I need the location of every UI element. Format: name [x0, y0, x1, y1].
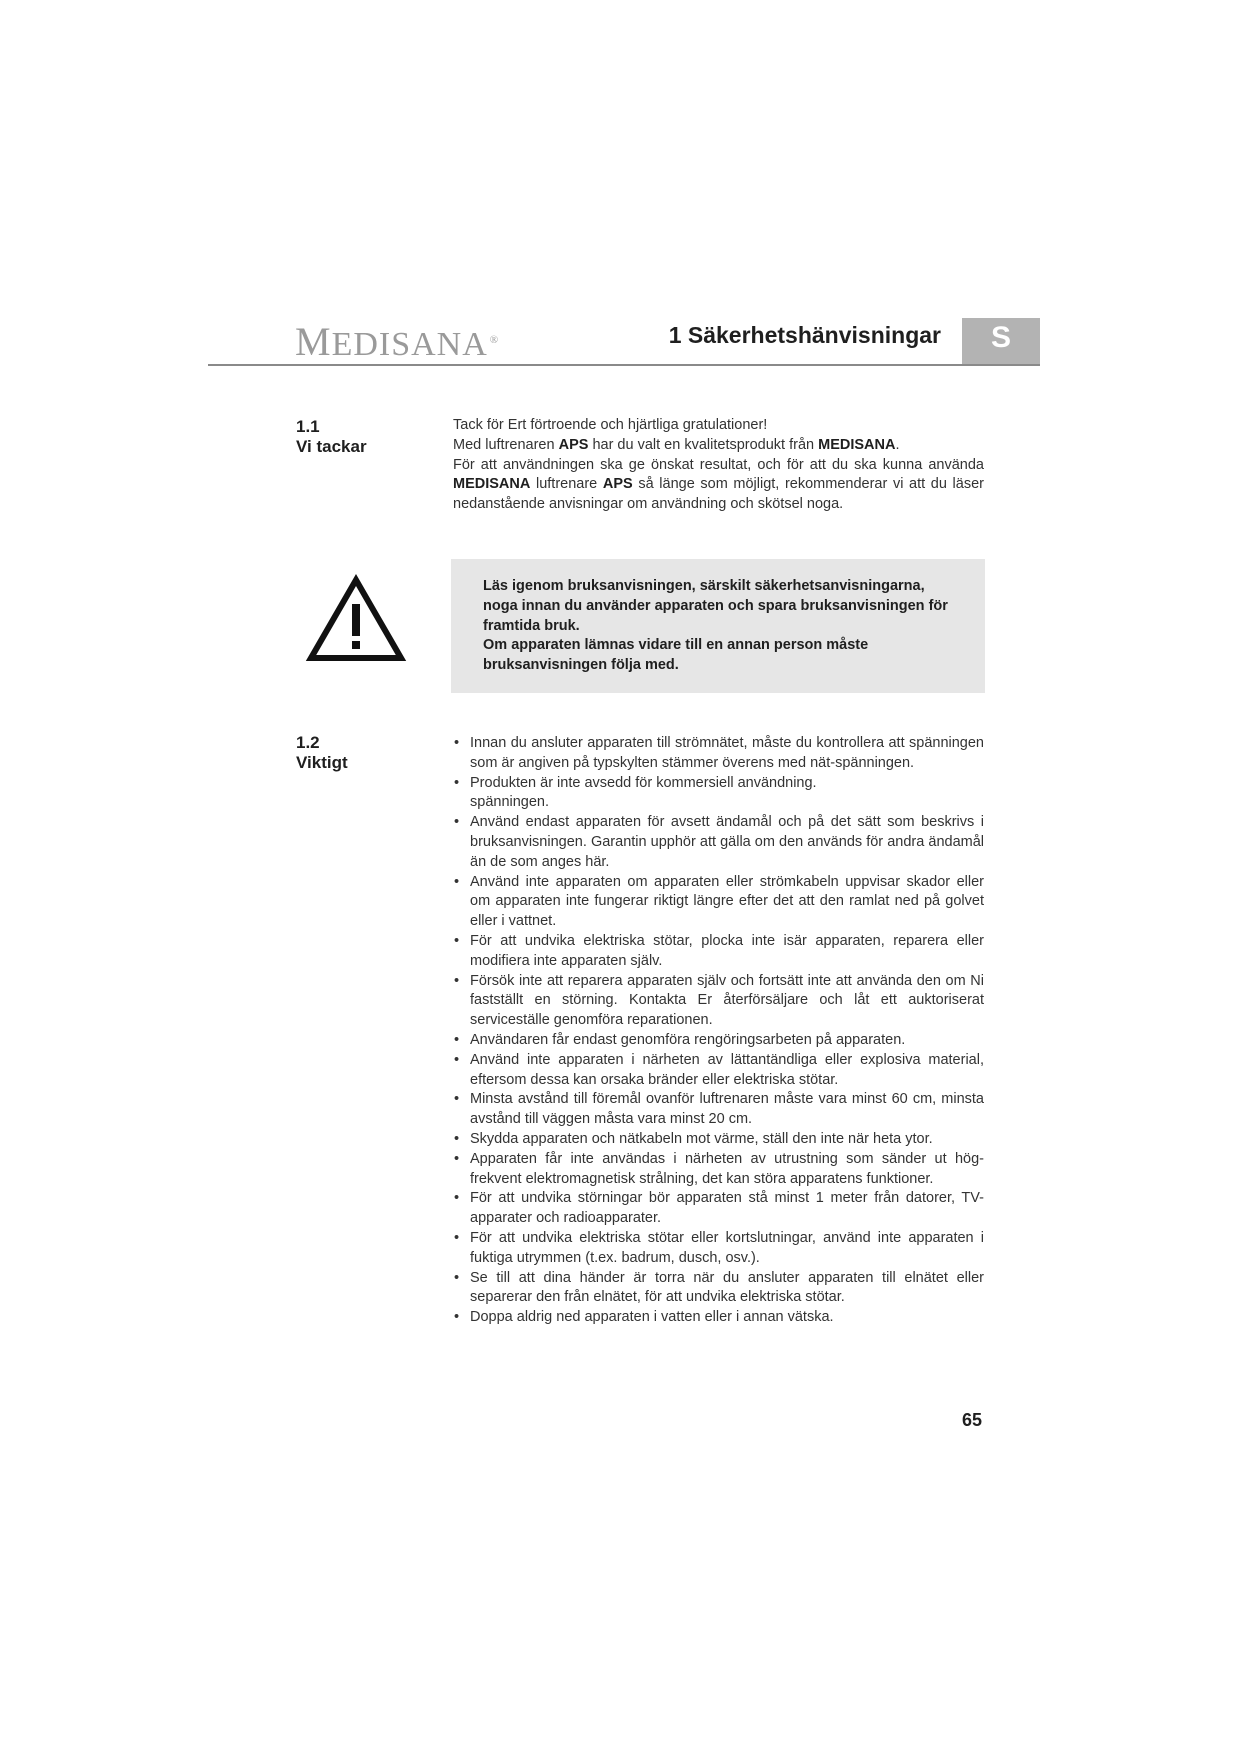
- list-item: • Användaren får endast genomföra rengöringsarbeten på apparaten.: [454, 1031, 906, 1048]
- section-number: 1.2: [296, 733, 320, 752]
- list-item: • Skydda apparaten och nätkabeln mot värme, ställ den inte när heta ytor.: [454, 1130, 933, 1147]
- list-item: • Minsta avstånd till föremål ovanför luftrenaren måste vara minst 60 cm, minsta avstånd till väggen måsta vara minst 20 cm.: [454, 1091, 984, 1128]
- list-item: • Använd endast apparaten för avsett ändamål och på det sätt som beskrivs i bruksanvisningen. Garantin upphör att gälla om den används för andra ändamål än de som anges här.: [454, 814, 984, 870]
- list-item-continuation: spänningen.: [470, 794, 550, 811]
- safety-list: [453, 734, 984, 1328]
- language-tab: S: [962, 318, 1040, 364]
- list-item: • För att undvika elektriska stötar, plocka inte isär apparaten, reparera eller modifiera inte apparaten själv.: [454, 932, 984, 969]
- section-heading-1-2: [296, 733, 348, 773]
- list-item: • Produkten är inte avsedd för kommersiell användning.: [454, 774, 817, 791]
- list-item: • Innan du ansluter apparaten till strömnätet, måste du kontrollera att spänningen som är angiven på typskylten stämmer överens med nät-spänningen.: [454, 735, 984, 771]
- list-item: • Doppa aldrig ned apparaten i vatten eller i annan vätska.: [454, 1309, 834, 1326]
- list-item: • Försök inte att reparera apparaten själv och fortsätt inte att använda den om Ni fastställt en störning. Kontakta Er återförsäljare och låt ett auktoriserat serviceställe genomföra reparationen.: [454, 972, 984, 1029]
- chapter-title: 1 Säkerhetshänvisningar: [668, 322, 941, 348]
- warning-triangle-icon: [305, 574, 407, 664]
- list-item: • Apparaten får inte användas i närheten av utrustning som sänder ut hög-frekvent elektromagnetisk strålning, det kan störa apparatens funktioner.: [454, 1150, 984, 1187]
- section-number: 1.1: [296, 417, 320, 436]
- recommendation-paragraph: För att användningen ska ge önskat resultat, och för att du ska kunna använda MEDISANA luftrenare APS så länge som möjligt, rekommenderar vi att du läser nedanstående anvisningar om användning och skötsel noga.: [453, 456, 984, 513]
- list-item: • Använd inte apparaten om apparaten eller strömkabeln uppvisar skador eller om apparaten inte fungerar riktigt längre efter det att den ramlat ned på golvet eller i vattnet.: [454, 873, 984, 930]
- product-paragraph: Med luftrenaren APS har du valt en kvalitetsprodukt från MEDISANA.: [453, 436, 900, 453]
- header-divider: [208, 364, 1040, 366]
- list-item: • Se till att dina händer är torra när du ansluter apparaten till elnätet eller separerar den från elnätet, för att undvika elektriska stötar.: [454, 1269, 984, 1306]
- warning-read-manual: Läs igenom bruksanvisningen, särskilt säkerhetsanvisningarna, noga innan du använder apparaten och spara bruksanvisningen för framtida bruk.: [483, 578, 948, 634]
- list-item: • För att undvika elektriska stötar eller kortslutningar, använd inte apparaten i fuktiga utrymmen (t.ex. badrum, dusch, osv.).: [454, 1229, 984, 1266]
- page-number: 65: [962, 1410, 983, 1430]
- list-item: • För att undvika störningar bör apparaten stå minst 1 meter från datorer, TV-apparater och radioapparater.: [454, 1190, 984, 1227]
- thanks-paragraph: Tack för Ert förtroende och hjärtliga gratulationer!: [453, 417, 768, 433]
- warning-box: [451, 559, 985, 693]
- medisana-logo: MEDISANA ®: [295, 319, 500, 364]
- warning-pass-on: Om apparaten lämnas vidare till en annan person måste bruksanvisningen följa med.: [483, 637, 869, 674]
- section-heading-1-1: [296, 417, 367, 457]
- section-title: Viktigt: [296, 753, 348, 772]
- warning-text: [483, 577, 961, 676]
- section-1-1-body: [453, 416, 984, 515]
- section-title: Vi tackar: [296, 437, 367, 456]
- list-item: • Använd inte apparaten i närheten av lättantändliga eller explosiva material, eftersom dessa kan orsaka bränder eller elektriska stötar.: [454, 1051, 984, 1088]
